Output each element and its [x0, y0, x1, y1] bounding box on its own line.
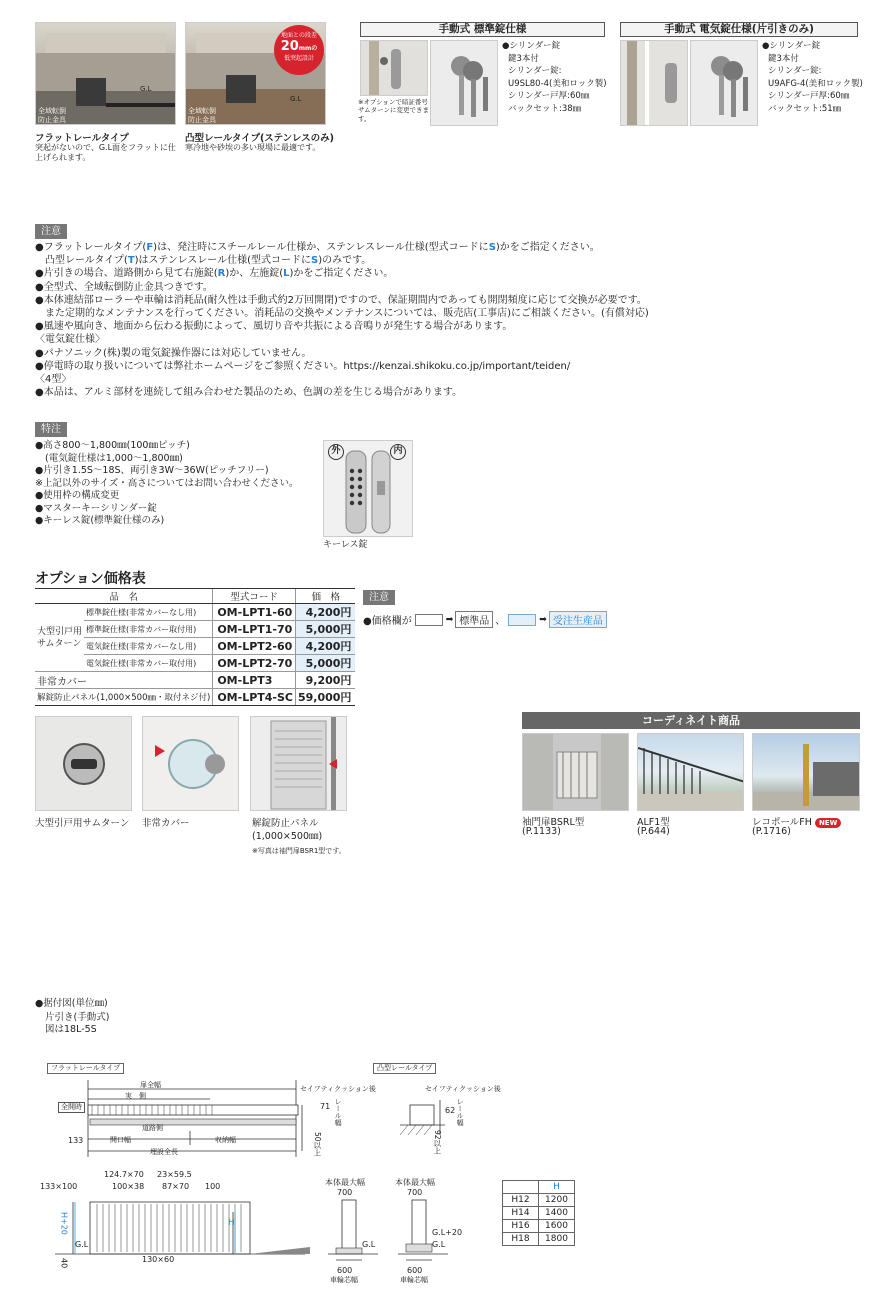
legend-order-label: 受注生産品: [549, 611, 607, 628]
opt-row-0-price: 4,200円: [295, 604, 355, 621]
table-row: [503, 1207, 575, 1220]
h-row-2-k: H16: [503, 1220, 539, 1233]
h-table: [502, 1180, 575, 1246]
note-3b: R: [217, 268, 226, 280]
plan-50: 50以上: [312, 1132, 322, 1157]
options-legend: [363, 611, 607, 628]
special-line-4: ●使用枠の構成変更: [35, 490, 120, 501]
side-b-glp20: G.L+20: [432, 1228, 463, 1237]
lock-std-spec-4: シリンダー戸厚:60㎜: [508, 91, 590, 101]
emergency-cover-caption: 非常カバー: [142, 818, 190, 829]
plan-storage: 収納幅: [215, 1136, 236, 1144]
note-line-5: ●本体連結部ローラーや車輪は消耗品(耐久性は手動式約2万回開閉)ですので、保証期間内であっても開閉頻度に応じて交換が必要です。: [35, 294, 647, 306]
badge-line3: 低突起設計: [283, 54, 314, 62]
opt-group-label-2: サムターン: [37, 638, 82, 649]
flat-anti-tip-label: 全域転倒 防止金具: [38, 107, 66, 125]
side-a-600: 600: [337, 1266, 353, 1275]
flat-rail-desc: 突起がないので、G.L面をフラットに仕上げられます。: [35, 143, 176, 163]
side-a-body-max: 本体最大幅: [325, 1178, 365, 1187]
note-line-10: ●停電時の取り扱いについては弊社ホームページをご参照ください。https://kenzai.shikoku.co.jp/important/teiden/: [35, 360, 571, 372]
elev-d3: 100×38: [112, 1182, 145, 1191]
coord-name-1: ALF1型: [637, 817, 670, 828]
table-row: [35, 638, 355, 655]
note-line-1: [35, 241, 649, 254]
note-2c: )はステンレスレール仕様(型式コードに: [134, 255, 311, 267]
convex-rail-photo: [185, 22, 326, 125]
coord-alf1-illustration: [638, 734, 744, 811]
keys-illustration-std: [431, 41, 498, 126]
thumb-turn-illustration: [36, 717, 132, 811]
lock-elec-spec-4: シリンダー戸厚:60㎜: [768, 91, 850, 101]
opt-row-1-price: 5,000円: [295, 621, 355, 638]
options-note-tag: 注意: [363, 590, 395, 605]
convex-cushion: セイフティクッション後: [425, 1085, 501, 1093]
coordinate-header: コーディネイト商品: [522, 712, 860, 729]
coord-page-0: (P.1133): [522, 826, 561, 837]
install-plan-view: [40, 1075, 343, 1165]
coord-recopole-illustration: [753, 734, 860, 811]
keyless-caption: キーレス錠: [323, 540, 368, 550]
note-1a: ●フラットレールタイプ(: [35, 242, 147, 253]
note-line-2: [35, 254, 649, 267]
h-row-1-k: H14: [503, 1207, 539, 1220]
convex-type-label: 凸型レールタイプ: [373, 1063, 436, 1074]
lock-elec-specs: [762, 40, 863, 115]
elev-h: H: [228, 1218, 235, 1228]
special-line-6: ●キーレス錠(標準錠仕様のみ): [35, 515, 165, 526]
lock-std-spec-1: 鍵3本付: [508, 53, 539, 64]
opt-row-5-name: 解錠防止パネル(1,000×500㎜・取付ネジ付): [35, 689, 213, 706]
opt-row-3-name: 電気錠仕様(非常カバー取付用): [84, 655, 213, 672]
coord-page-2: (P.1716): [752, 826, 791, 837]
opt-row-0-code: OM-LPT1-60: [213, 604, 296, 621]
unlock-panel-caption-1: 解錠防止パネル: [252, 818, 319, 829]
keyless-out-badge: 外: [328, 444, 344, 460]
plan-fully-open: 全開時: [58, 1102, 85, 1113]
emergency-cover-photo: [142, 716, 239, 811]
thumb-turn-caption: 大型引戸用サムターン: [35, 818, 130, 829]
keys-illustration-elec: [691, 41, 758, 126]
note-1d: S: [488, 242, 496, 253]
lock-std-photo-1: [360, 40, 428, 96]
table-row: [503, 1194, 575, 1207]
special-block: [35, 440, 299, 528]
lock-elec-handle-illustration: [621, 41, 688, 126]
special-tag: 特注: [35, 422, 67, 437]
unlock-panel-note: ※写真は袖門扉BSR1型です。: [252, 847, 346, 855]
lock-std-header: 手動式 標準錠仕様: [360, 22, 605, 37]
convex-rail-desc: 寒冷地や砂埃の多い現場に最適です。: [185, 143, 321, 152]
special-line-0: ●高さ800～1,800㎜(100㎜ピッチ): [35, 440, 190, 451]
lock-std-spec-5: バックセット:38㎜: [508, 103, 582, 114]
side-a-wheel: 車輪芯幅: [330, 1276, 358, 1284]
badge-unit: mmの: [298, 44, 318, 52]
lock-elec-keys-photo: [690, 40, 758, 126]
lock-elec-spec-3: U9AFG-4(美和ロック製): [768, 78, 863, 89]
elev-d7: 130×60: [142, 1255, 175, 1264]
flat-type-label: フラットレールタイプ: [47, 1063, 124, 1074]
table-row: [503, 1233, 575, 1246]
coord-bsrl-illustration: [523, 734, 629, 811]
lock-std-handle-illustration: [361, 41, 428, 96]
coord-name-0: 袖門扉BSRL型: [522, 817, 585, 828]
lock-std-specs: [502, 40, 607, 115]
side-b-wheel: 車輪芯幅: [400, 1276, 428, 1284]
opt-group-label: [35, 604, 84, 672]
convex-627: 62: [445, 1106, 456, 1115]
note-1c: )は、発注時にスチールレール仕様か、ステンレスレール仕様(型式コードに: [153, 242, 489, 253]
opt-row-2-name: 電気錠仕様(非常カバーなし用): [84, 638, 213, 655]
legend-blue-box: [508, 614, 536, 626]
elev-d5: 87×70: [162, 1182, 190, 1191]
opt-row-2-price: 4,200円: [295, 638, 355, 655]
note-line-6: また定期的なメンテナンスを行ってください。消耗品の交換やメンテナンスについては、販売店(工事店)にご相談ください。(有償対応): [45, 308, 649, 320]
lock-elec-spec-1: 鍵3本付: [768, 53, 799, 64]
install-elevation-view: [55, 1192, 315, 1272]
lock-std-keys-photo: [430, 40, 498, 126]
notes-block: [35, 241, 649, 399]
arrow-right-icon: ➡: [539, 614, 547, 625]
lock-elec-spec-2: シリンダー錠:: [768, 66, 822, 76]
options-table: [35, 588, 355, 706]
lock-elec-header: 手動式 電気錠仕様(片引きのみ): [620, 22, 858, 37]
keyless-lock-photo: [323, 440, 413, 537]
note-3e: )かをご指定ください。: [289, 268, 394, 280]
h-table-head: H: [539, 1181, 575, 1194]
note-line-8: 〈電気錠仕様〉: [35, 334, 105, 346]
note-3a: ●片引きの場合、道路側から見て右施錠(: [35, 268, 218, 280]
note-line-12: ●本品は、アルミ部材を連続して組み合わせた製品のため、色調の差を生じる場合があります。: [35, 387, 463, 399]
note-2a: 凸型レールタイプ(: [45, 255, 128, 267]
opt-row-0-name: 標準錠仕様(非常カバーなし用): [84, 604, 213, 621]
opt-row-3-code: OM-LPT2-70: [213, 655, 296, 672]
new-badge: NEW: [815, 818, 841, 828]
plan-rail-width: レール幅: [334, 1098, 343, 1126]
lock-elec-photo-1: [620, 40, 688, 126]
lock-std-spec-3: U9SL80-4(美和ロック製): [508, 78, 607, 89]
opt-row-5-price: 59,000円: [295, 689, 355, 706]
legend-std-label: 標準品: [455, 611, 493, 628]
elev-40: 40: [59, 1258, 69, 1269]
convex-anti-tip-label: 全域転倒 防止金具: [188, 107, 216, 125]
plan-711: 71: [320, 1102, 331, 1111]
note-line-4: ●全型式、全域転倒防止金具つきです。: [35, 281, 213, 293]
unlock-panel-photo: [250, 716, 347, 811]
table-row: [35, 621, 355, 638]
plan-road-side: 道路側: [142, 1124, 163, 1132]
elev-d4: 23×59.5: [157, 1170, 192, 1179]
badge-number: [274, 40, 324, 55]
table-row: [35, 604, 355, 621]
opt-head-price: 価 格: [295, 589, 355, 604]
opt-row-4-name: 非常カバー: [35, 672, 213, 689]
plan-133: 133: [68, 1136, 84, 1145]
table-row: [35, 672, 355, 689]
side-b-600: 600: [407, 1266, 423, 1275]
elev-hp20: H+20: [59, 1212, 69, 1235]
coord-photo-bsrl: [522, 733, 629, 811]
side-b-body-max: 本体最大幅: [395, 1178, 435, 1187]
h-row-1-v: 1400: [539, 1207, 575, 1220]
side-b-gl: G.L: [432, 1240, 446, 1249]
note-line-7: ●風速や風向き、地面から伝わる振動によって、風切り音や共振による音鳴りが発生する場合があります。: [35, 321, 513, 333]
arrow-right-icon: ➡: [445, 614, 454, 625]
note-1e: )かをご指定ください。: [495, 242, 600, 253]
coord-name-2-text: レコポールFH: [752, 817, 812, 828]
opt-row-1-code: OM-LPT1-70: [213, 621, 296, 638]
note-2d: S: [311, 255, 319, 267]
lock-std-spec-0: ●シリンダー錠: [502, 41, 561, 51]
note-line-9: ●パナソニック(株)製の電気錠操作器には対応していません。: [35, 347, 312, 359]
h-table-blank: [503, 1181, 539, 1194]
h-row-2-v: 1600: [539, 1220, 575, 1233]
elev-d6: 100: [205, 1182, 221, 1191]
note-3c: )か、左施錠(: [225, 268, 284, 280]
install-sub2: 図は18L-5S: [45, 1024, 97, 1035]
opt-head-code: 型式コード: [213, 589, 296, 604]
note-1b: F: [146, 242, 154, 253]
special-line-1: (電気錠仕様は1,000～1,800㎜): [45, 452, 183, 464]
unlock-panel-illustration: [251, 717, 347, 811]
badge-line1: 地面との段差: [280, 32, 317, 39]
legend-sep: 、: [495, 616, 506, 627]
notes-tag: 注意: [35, 224, 67, 239]
emergency-cover-illustration: [143, 717, 239, 811]
coord-page-1: (P.644): [637, 826, 670, 837]
convex-gl-label: G.L: [290, 95, 302, 103]
h-row-0-v: 1200: [539, 1194, 575, 1207]
coord-photo-recopole: [752, 733, 860, 811]
low-profile-badge: [274, 25, 324, 75]
opt-row-2-code: OM-LPT2-60: [213, 638, 296, 655]
coord-photo-alf1: [637, 733, 744, 811]
table-row: [35, 655, 355, 672]
flat-rail-title: フラットレールタイプ: [35, 133, 129, 144]
note-2b: T: [127, 255, 135, 267]
opt-row-4-code: OM-LPT3: [213, 672, 296, 689]
elev-d1: 133×100: [40, 1182, 78, 1191]
opt-group-label-1: 大型引戸用: [37, 626, 83, 637]
badge-num: 20: [280, 38, 299, 54]
lock-std-photo-note: ※オプションで暗証番号サムターンに変更できます。: [358, 98, 430, 123]
plan-buried: 埋設全長: [150, 1148, 178, 1156]
special-line-3: ※上記以外のサイズ・高さについてはお問い合わせください。: [35, 477, 299, 489]
note-line-11: 〈4型〉: [35, 374, 72, 386]
install-title: ●据付図(単位㎜): [35, 998, 108, 1009]
convex-rail-width: レール幅: [456, 1098, 465, 1126]
keyless-in-badge: 内: [390, 444, 406, 460]
side-b-700: 700: [407, 1188, 423, 1197]
opt-row-4-price: 9,200円: [295, 672, 355, 689]
lock-elec-spec-5: バックセット:51㎜: [768, 103, 842, 114]
side-a-gl: G.L: [362, 1240, 376, 1249]
special-line-2: ●片引き1.5S～18S、両引き3W～36W(ピッチフリー): [35, 465, 269, 476]
install-side-view-a: [328, 1198, 378, 1268]
lock-elec-spec-0: ●シリンダー錠: [762, 41, 821, 51]
legend-white-box: [415, 614, 443, 626]
h-row-0-k: H12: [503, 1194, 539, 1207]
elev-d2: 124.7×70: [104, 1170, 144, 1179]
flat-rail-photo: [35, 22, 176, 125]
side-a-700: 700: [337, 1188, 353, 1197]
plan-actual: 実 側: [125, 1092, 146, 1100]
plan-cushion: セイフティクッション後: [300, 1085, 376, 1093]
install-sub1: 片引き(手動式): [45, 1012, 110, 1023]
options-title: オプション価格表: [35, 571, 146, 587]
thumb-turn-photo: [35, 716, 132, 811]
plan-full-width: 扉全幅: [140, 1081, 161, 1089]
opt-row-3-price: 5,000円: [295, 655, 355, 672]
opt-head-name: 品 名: [35, 589, 213, 604]
h-row-3-v: 1800: [539, 1233, 575, 1246]
note-3d: L: [283, 268, 290, 280]
elev-gl: G.L: [75, 1240, 89, 1249]
convex-rail-title: 凸型レールタイプ(ステンレスのみ): [185, 133, 334, 144]
opt-row-1-name: 標準錠仕様(非常カバー取付用): [84, 621, 213, 638]
table-row: [35, 689, 355, 706]
plan-opening: 開口幅: [110, 1136, 131, 1144]
convex-92: 92以上: [432, 1130, 442, 1155]
lock-std-spec-2: シリンダー錠:: [508, 66, 562, 76]
flat-gl-label: G.L: [140, 85, 152, 93]
note-line-3: [35, 267, 649, 280]
special-line-5: ●マスターキーシリンダー錠: [35, 502, 157, 514]
unlock-panel-caption-2: (1,000×500㎜): [252, 831, 323, 842]
opt-row-5-code: OM-LPT4-SC: [213, 689, 296, 706]
legend-prefix: ●価格欄が: [363, 616, 412, 627]
h-row-3-k: H18: [503, 1233, 539, 1246]
note-2e: )のみです。: [318, 255, 372, 267]
table-row: [503, 1220, 575, 1233]
